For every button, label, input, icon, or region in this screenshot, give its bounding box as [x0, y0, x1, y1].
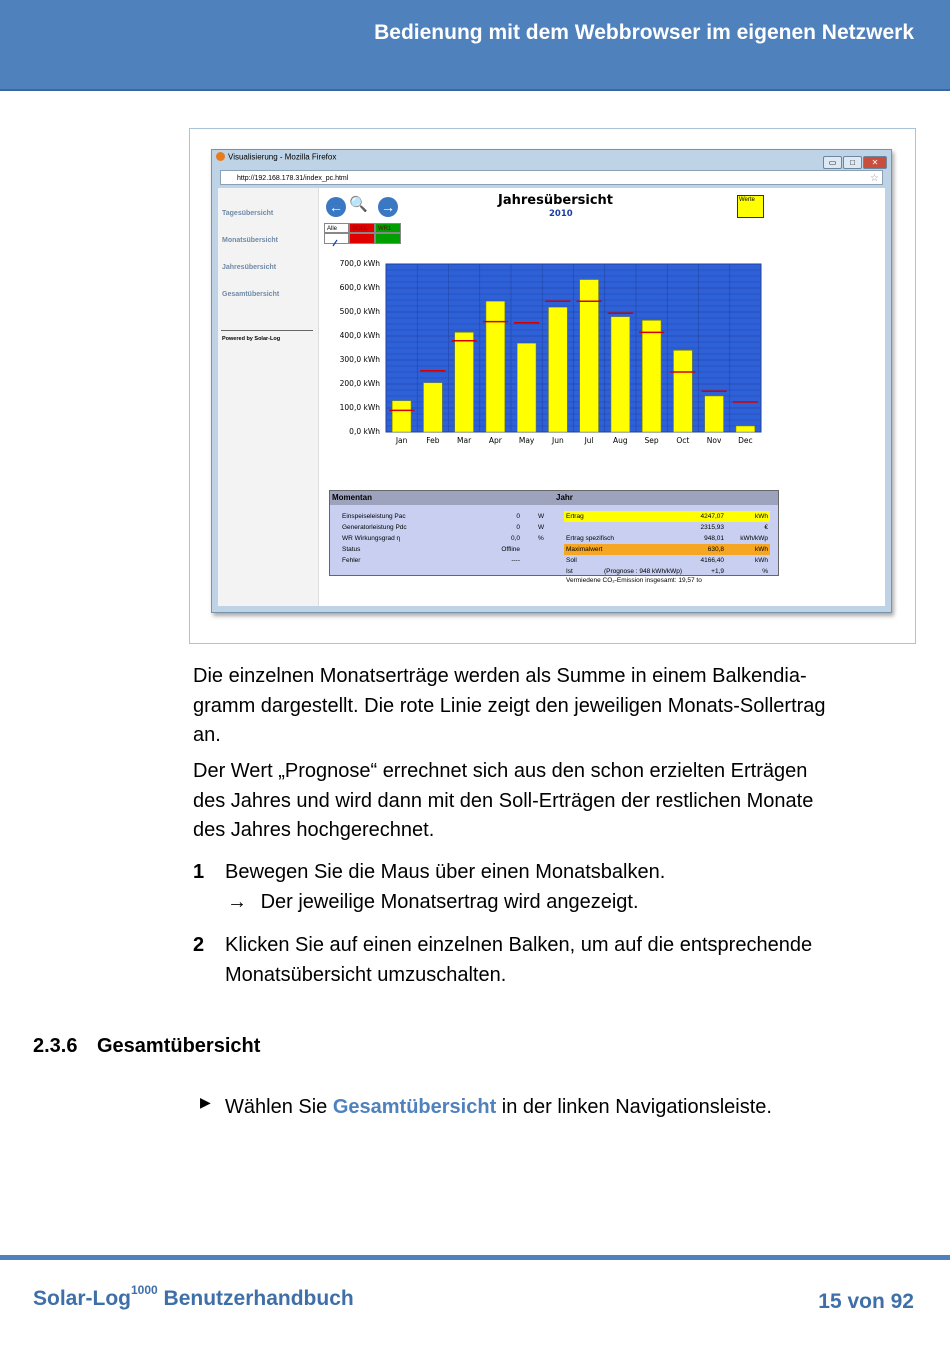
minimize-button[interactable]: ▭ — [823, 156, 842, 169]
chart-year: 2010 — [549, 209, 573, 219]
momentan-row — [330, 511, 554, 522]
chart-title: Jahresübersicht — [498, 193, 613, 208]
row-unit: % — [538, 535, 544, 542]
row-value: 630,8 — [707, 546, 724, 553]
x-tick-label: Nov — [706, 436, 722, 445]
y-tick-label: 200,0 kWh — [339, 379, 380, 388]
momentan-row — [330, 533, 554, 544]
paragraph-2 — [193, 757, 913, 846]
browser-content — [218, 188, 885, 606]
instruction — [225, 1093, 772, 1123]
filter-soll-toggle[interactable] — [349, 233, 375, 244]
paragraph-2-line-2: des Jahres und wird dann mit den Soll-Erträgen der restlichen Monate — [193, 789, 814, 812]
jahr-row — [564, 555, 770, 566]
step-2-line-2: Monatsübersicht umzuschalten. — [225, 963, 507, 986]
jahr-row — [564, 544, 770, 555]
row-unit: € — [764, 524, 768, 531]
y-tick-label: 500,0 kWh — [339, 307, 380, 316]
row-unit: % — [762, 568, 768, 575]
filter-wr-toggle[interactable] — [375, 233, 401, 244]
row-label: Einspeiseleistung Pac — [342, 513, 406, 520]
row-unit: kWh/kWp — [740, 535, 768, 542]
firefox-icon — [216, 152, 225, 161]
y-tick-label: 400,0 kWh — [339, 331, 380, 340]
page-number: 15 von 92 — [818, 1290, 914, 1313]
bar-dec — [736, 426, 755, 432]
row-unit: kWh — [755, 513, 768, 520]
x-tick-label: Apr — [488, 436, 502, 445]
row-label: Maximalwert — [566, 546, 603, 553]
powered-by: Powered by Solar-Log — [222, 336, 281, 342]
next-arrow-icon[interactable]: → — [378, 197, 398, 217]
window-title: Visualisierung - Mozilla Firefox — [228, 152, 337, 162]
step-1 — [225, 858, 665, 917]
bar-jan — [392, 401, 411, 432]
row-label: Generatorleistung Pdc — [342, 524, 407, 531]
x-tick-label: May — [518, 436, 535, 445]
filter-wr-label[interactable]: WR1 — [375, 223, 401, 233]
jahr-row — [564, 511, 770, 522]
step-1-result: Der jeweilige Monatsertrag wird angezeigt. — [260, 890, 639, 913]
result-arrow-icon: → — [227, 890, 247, 913]
momentan-row — [330, 544, 554, 555]
filter-all-label[interactable]: Alle — [324, 223, 349, 233]
nav-item-gesamtuebersicht[interactable]: Gesamtübersicht — [222, 291, 280, 298]
product-superscript: 1000 — [131, 1283, 158, 1297]
x-tick-label: Jun — [552, 436, 564, 445]
nav-item-jahresuebersicht[interactable]: Jahresübersicht — [222, 264, 277, 271]
bar-aug — [611, 317, 630, 432]
momentan-row — [330, 522, 554, 533]
url-bar[interactable] — [220, 170, 883, 185]
row-label: Ertrag spezifisch — [566, 535, 615, 542]
browser-titlebar — [216, 152, 887, 168]
data-tables — [329, 490, 779, 576]
bar-jul — [580, 280, 599, 432]
row-value: +1,9 — [711, 568, 724, 575]
bar-feb — [424, 383, 443, 432]
left-navigation — [218, 188, 319, 606]
x-tick-label: Mar — [457, 436, 472, 445]
row-label: Status — [342, 546, 361, 553]
url-text: http://192.168.178.31/index_pc.html — [237, 175, 349, 182]
row-value: Offline — [501, 546, 520, 553]
jahr-row — [564, 566, 770, 577]
section-number: 2.3.6 — [33, 1035, 78, 1057]
previous-arrow-icon[interactable]: ← — [326, 197, 346, 217]
maximize-button[interactable]: □ — [843, 156, 862, 169]
product-suffix: Benutzerhandbuch — [157, 1287, 354, 1310]
row-value: 948,01 — [704, 535, 724, 542]
paragraph-1-line-2: gramm dargestellt. Die rote Linie zeigt den jeweiligen Monats-Sollertrag — [193, 694, 826, 717]
momentan-row — [330, 555, 554, 566]
step-2-line-1: Klicken Sie auf einen einzelnen Balken, um auf die entsprechende — [225, 934, 813, 956]
close-button[interactable]: ✕ — [863, 156, 887, 169]
co2-emission: Vermiedene CO₂-Emission insgesamt: 19,57 to — [566, 577, 702, 584]
row-value: 2315,93 — [700, 524, 724, 531]
bar-mar — [455, 332, 474, 432]
x-tick-label: Jan — [395, 436, 408, 445]
row-unit: kWh — [755, 546, 768, 553]
row-label: WR Wirkungsgrad η — [342, 535, 401, 542]
page-header — [0, 0, 950, 91]
momentan-header: Momentan — [330, 491, 554, 505]
y-tick-label: 700,0 kWh — [339, 259, 380, 268]
x-tick-label: Jul — [584, 436, 594, 445]
footer-rule — [0, 1255, 950, 1260]
bar-apr — [486, 301, 505, 432]
bar-nov — [705, 396, 724, 432]
paragraph-1 — [193, 662, 913, 751]
paragraph-1-line-3: an. — [193, 724, 221, 746]
bar-oct — [674, 350, 693, 432]
bar-sep — [642, 320, 661, 432]
bookmark-star-icon[interactable]: ☆ — [870, 173, 879, 184]
row-unit: kWh — [755, 557, 768, 564]
jahr-header: Jahr — [554, 491, 778, 505]
row-value: 0 — [516, 513, 520, 520]
section-heading — [33, 1035, 260, 1058]
paragraph-2-line-3: des Jahres hochgerechnet. — [193, 819, 435, 841]
step-2-number: 2 — [193, 934, 205, 956]
row-label: Ertrag — [566, 513, 584, 520]
footer-product — [33, 1283, 354, 1311]
jahr-row — [564, 522, 770, 533]
zoom-magnifier-icon[interactable]: 🔍 — [349, 196, 368, 213]
y-tick-label: 600,0 kWh — [339, 283, 380, 292]
check-icon — [325, 238, 348, 247]
filter-all-toggle[interactable] — [324, 233, 349, 244]
row-value: 0,0 — [510, 535, 520, 542]
triangle-bullet-icon: ▶ — [200, 1094, 211, 1110]
window-controls — [822, 152, 887, 170]
row-unit: W — [538, 513, 545, 520]
legend-werte: Werte — [737, 195, 764, 218]
row-unit: W — [538, 524, 545, 531]
bar-may — [517, 343, 536, 432]
step-1-number: 1 — [193, 861, 205, 883]
y-tick-label: 100,0 kWh — [339, 403, 380, 412]
row-label: Soll — [566, 557, 577, 564]
y-tick-label: 300,0 kWh — [339, 355, 380, 364]
x-tick-label: Feb — [426, 436, 440, 445]
x-tick-label: Oct — [676, 436, 690, 445]
instruction-prefix: Wählen Sie — [225, 1096, 333, 1118]
nav-item-tagesuebersicht[interactable]: Tagesübersicht — [222, 210, 274, 217]
browser-window — [211, 149, 892, 613]
row-label: Ist — [566, 568, 573, 575]
bar-jun — [549, 307, 568, 432]
nav-divider — [221, 330, 313, 331]
row-value: 4247,07 — [700, 513, 724, 520]
paragraph-2-line-1: Der Wert „Prognose“ errechnet sich aus den schon erzielten Erträgen — [193, 760, 808, 782]
bar-chart — [324, 256, 774, 456]
section-title: Gesamtübersicht — [97, 1035, 261, 1057]
row-value: 4166,40 — [700, 557, 724, 564]
row-label: Fehler — [342, 557, 361, 564]
product-name: Solar-Log — [33, 1287, 131, 1310]
jahr-row — [564, 533, 770, 544]
row-value: 0 — [516, 524, 520, 531]
x-tick-label: Dec — [738, 436, 753, 445]
row-value: ---- — [511, 557, 520, 564]
filter-soll-label[interactable]: SOLL — [349, 223, 375, 233]
x-tick-label: Sep — [644, 436, 659, 445]
paragraph-1-line-1: Die einzelnen Monatserträge werden als Summe in einem Balkendia- — [193, 665, 807, 687]
instruction-suffix: in der linken Navigationsleiste. — [496, 1096, 772, 1118]
instruction-link: Gesamtübersicht — [332, 1096, 497, 1118]
step-2 — [225, 931, 812, 990]
y-tick-label: 0,0 kWh — [349, 427, 380, 436]
step-1-text: Bewegen Sie die Maus über einen Monatsbalken. — [225, 861, 666, 883]
nav-item-monatsuebersicht[interactable]: Monatsübersicht — [222, 237, 279, 244]
x-tick-label: Aug — [613, 436, 628, 445]
header-title: Bedienung mit dem Webbrowser im eigenen Netzwerk — [374, 21, 914, 44]
row-note: (Prognose : 948 kWh/kWp) — [604, 568, 683, 575]
